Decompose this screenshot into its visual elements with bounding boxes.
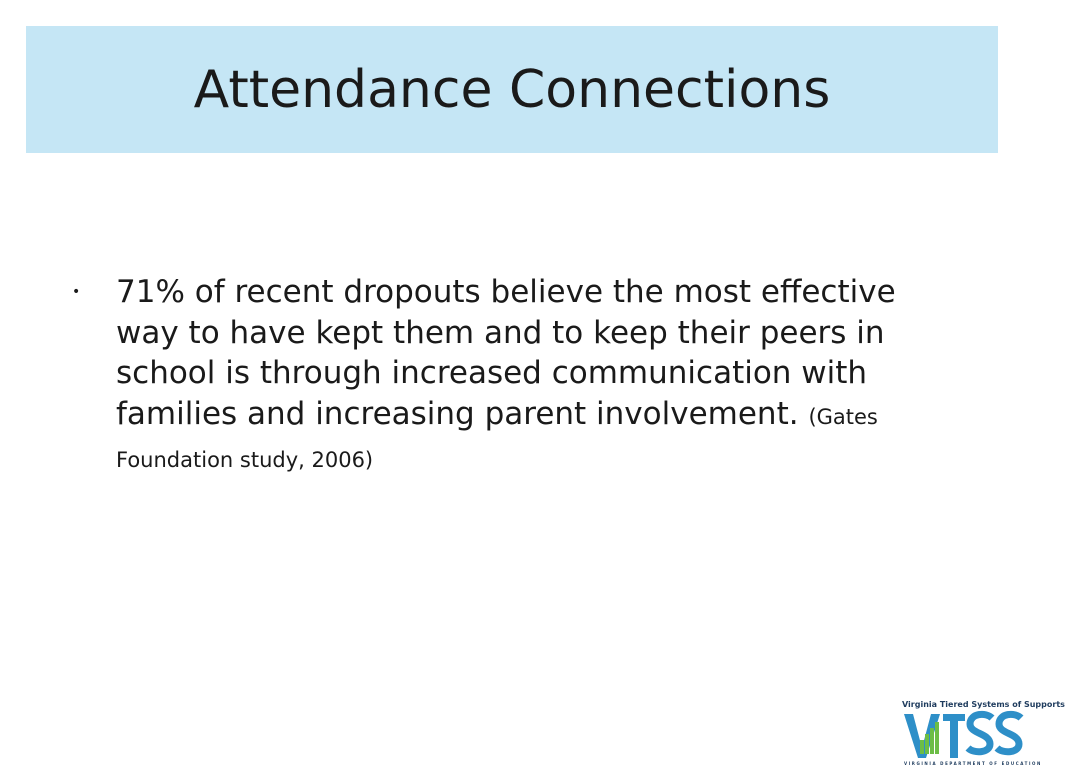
- logo-department: VIRGINIA DEPARTMENT OF EDUCATION: [904, 761, 1042, 766]
- logo-step: [920, 740, 924, 754]
- logo-s-mark: [997, 714, 1021, 751]
- logo-tagline: Virginia Tiered Systems of Supports: [902, 700, 1065, 709]
- logo-step: [930, 728, 934, 754]
- slide-title: Attendance Connections: [193, 59, 831, 120]
- vtss-wordmark-icon: [898, 700, 1024, 768]
- bullet-dot-icon: •: [72, 284, 81, 300]
- title-banner: [26, 26, 998, 153]
- logo-step: [935, 722, 939, 754]
- bullet-text: [116, 272, 906, 481]
- bullet-statement: 71% of recent dropouts believe the most effective way to have kept them and to keep their peers in school is through increased communication with families and increasing parent involvement.: [116, 274, 896, 432]
- bullet-item: [70, 272, 910, 481]
- logo-t-stem: [950, 714, 958, 758]
- logo-step: [925, 734, 929, 754]
- slide-body: [70, 272, 910, 481]
- logo-s-mark: [968, 714, 992, 751]
- vtss-logo: [898, 700, 1065, 768]
- bullet-citation: (Gates Foundation study, 2006): [116, 404, 878, 472]
